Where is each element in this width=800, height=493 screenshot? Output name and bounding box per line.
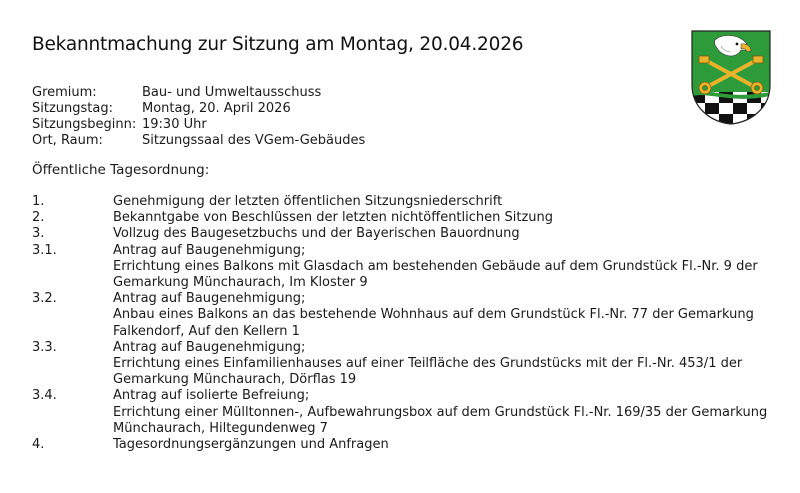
agenda-item xyxy=(32,291,772,340)
meta-value: Montag, 20. April 2026 xyxy=(142,101,291,116)
agenda-item-line: Falkendorf, Auf den Kellern 1 xyxy=(113,323,300,339)
agenda-item xyxy=(32,243,772,292)
meta-row-ort xyxy=(32,133,365,149)
agenda-item-line: Münchaurach, Hiltegundenweg 7 xyxy=(113,420,328,436)
agenda-item-line: Genehmigung der letzten öffentlichen Sitzungsniederschrift xyxy=(113,194,503,209)
agenda-item-number: 3.4. xyxy=(32,388,57,404)
agenda-item-text xyxy=(113,437,772,453)
agenda-item-number: 3.2. xyxy=(32,291,57,307)
agenda-item-line: Errichtung eines Balkons mit Glasdach am bestehenden Gebäude auf dem Grundstück Fl.-Nr. 9 der xyxy=(113,258,758,274)
agenda-item-text xyxy=(113,210,772,226)
agenda-item-line: Antrag auf Baugenehmigung; xyxy=(113,339,306,355)
coat-of-arms xyxy=(691,30,771,125)
agenda-item-line: Errichtung einer Mülltonnen-, Aufbewahrungsbox auf dem Grundstück Fl.-Nr. 169/35 der Gemarkung xyxy=(113,404,768,420)
meta-label: Ort, Raum: xyxy=(32,133,103,148)
agenda-list xyxy=(32,194,772,453)
agenda-heading: Öffentliche Tagesordnung: xyxy=(32,162,210,178)
agenda-item-text xyxy=(113,194,772,210)
agenda-item-line: Tagesordnungsergänzungen und Anfragen xyxy=(113,437,389,453)
agenda-item xyxy=(32,194,772,210)
agenda-item-number: 4. xyxy=(32,437,45,453)
agenda-item-number: 3.1. xyxy=(32,242,57,258)
meeting-details xyxy=(32,85,365,149)
agenda-item xyxy=(32,340,772,389)
agenda-item-text xyxy=(113,291,772,340)
agenda-item-text xyxy=(113,388,772,437)
meta-value: 19:30 Uhr xyxy=(142,117,207,132)
agenda-item xyxy=(32,210,772,226)
agenda-item-number: 3. xyxy=(32,226,45,242)
agenda-item xyxy=(32,226,772,242)
agenda-item-line: Bekanntgabe von Beschlüssen der letzten nichtöffentlichen Sitzung xyxy=(113,210,554,226)
agenda-item xyxy=(32,388,772,437)
agenda-item-number: 1. xyxy=(32,194,45,209)
meta-label: Gremium: xyxy=(32,85,97,100)
agenda-item-line: Anbau eines Balkons an das bestehende Wohnhaus auf dem Grundstück Fl.-Nr. 77 der Gemarkung xyxy=(113,307,754,323)
meta-row-sitzungstag xyxy=(32,101,365,117)
meta-value: Bau- und Umweltausschuss xyxy=(142,85,322,100)
agenda-item-line: Vollzug des Baugesetzbuchs und der Bayerischen Bauordnung xyxy=(113,226,520,242)
agenda-item-number: 2. xyxy=(32,210,45,226)
page-title: Bekanntmachung zur Sitzung am Montag, 20.04.2026 xyxy=(32,34,524,55)
agenda-item-line: Antrag auf Baugenehmigung; xyxy=(113,242,306,258)
meta-value: Sitzungssaal des VGem-Gebäudes xyxy=(142,133,366,148)
agenda-item-text xyxy=(113,226,772,242)
agenda-item-line: Antrag auf isolierte Befreiung; xyxy=(113,388,310,404)
meta-row-gremium xyxy=(32,85,365,101)
agenda-item-number: 3.3. xyxy=(32,339,57,355)
agenda-item-text xyxy=(113,243,772,292)
agenda-item-line: Gemarkung Münchaurach, Im Kloster 9 xyxy=(113,275,368,291)
agenda-item-line: Gemarkung Münchaurach, Dörflas 19 xyxy=(113,372,357,388)
agenda-item xyxy=(32,437,772,453)
agenda-item-line: Errichtung eines Einfamilienhauses auf einer Teilfläche des Grundstücks mit der Fl.-Nr. 453/1 der xyxy=(113,356,743,372)
meta-label: Sitzungsbeginn: xyxy=(32,117,137,132)
meta-label: Sitzungstag: xyxy=(32,101,113,116)
agenda-item-line: Antrag auf Baugenehmigung; xyxy=(113,291,306,307)
agenda-item-text xyxy=(113,340,772,389)
meta-row-sitzungsbeginn xyxy=(32,117,365,133)
